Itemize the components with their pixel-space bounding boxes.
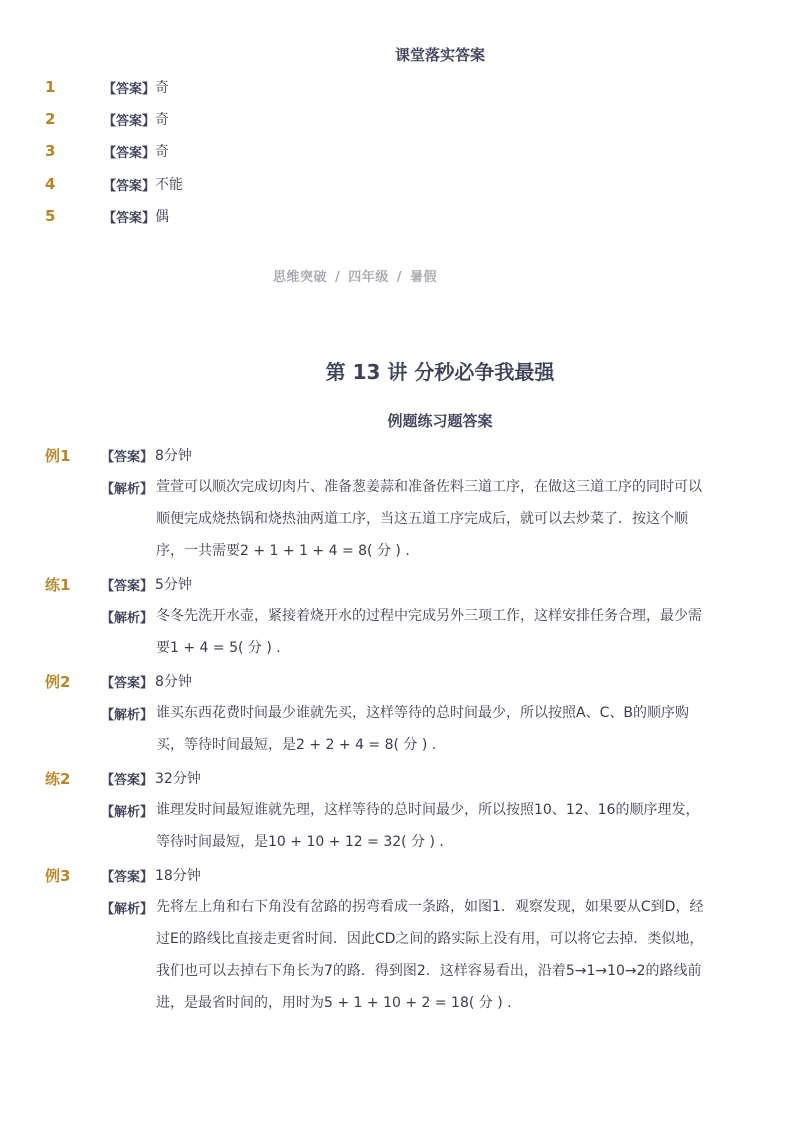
explain-tag: 【解析】	[101, 482, 154, 497]
answer-item	[45, 173, 183, 195]
explain-tag: 【解析】	[101, 902, 154, 917]
explanation	[156, 471, 716, 567]
answer-tag: 【答案】	[101, 449, 154, 465]
question-label: 练1	[45, 576, 71, 594]
question-answer	[101, 865, 201, 885]
answer-value: 奇	[155, 80, 170, 96]
section-title: 例题练习题答案	[387, 412, 493, 430]
answer-tag: 【答案】	[101, 869, 154, 885]
answer-value: 奇	[155, 144, 170, 160]
explanation-line: 我们也可以去掉右下角长为7的路．得到图2．这样容易看出，沿着5→1→10→2的路线前	[156, 963, 702, 979]
footer-separator: /	[396, 270, 402, 285]
lecture-title: 第 13 讲 分秒必争我最强	[325, 360, 555, 384]
question-answer	[101, 445, 192, 465]
question-answer	[101, 768, 201, 788]
answer-tag: 【答案】	[103, 178, 156, 194]
explanation-line: 谁理发时间最短谁就先理，这样等待的总时间最少，所以按照10、12、16的顺序理发，	[156, 802, 700, 818]
question-label: 例2	[45, 673, 71, 691]
answer-item	[45, 108, 169, 130]
explanation	[156, 794, 716, 858]
answer-tag: 【答案】	[101, 772, 154, 788]
explain-tag: 【解析】	[101, 611, 154, 626]
question-label: 练2	[45, 770, 71, 788]
answer-value: 奇	[155, 112, 170, 128]
footer-grade: 四年级	[348, 270, 389, 285]
answer-value: 5分钟	[155, 577, 192, 593]
explanation-line: 萱萱可以顺次完成切肉片、准备葱姜蒜和准备佐料三道工序，在做这三道工序的同时可以	[156, 479, 702, 495]
explain-tag: 【解析】	[101, 805, 154, 820]
answer-number: 4	[45, 175, 56, 193]
answer-item	[45, 205, 169, 227]
answer-number: 5	[45, 207, 56, 225]
answer-number: 3	[45, 142, 56, 160]
answer-number: 2	[45, 110, 56, 128]
explanation-line: 过E的路线比直接走更省时间．因此CD之间的路实际上没有用，可以将它去掉．类似地，	[156, 931, 704, 947]
footer-term: 暑假	[410, 270, 438, 285]
answer-tag: 【答案】	[103, 113, 156, 129]
explanation	[156, 697, 716, 761]
answer-number: 1	[45, 78, 56, 96]
explanation-line: 谁买东西花费时间最少谁就先买，这样等待的总时间最少，所以按照A、C、B的顺序购	[156, 705, 689, 721]
explanation-line: 先将左上角和右下角没有岔路的拐弯看成一条路，如图1．观察发现，如果要从C到D，经	[156, 899, 704, 915]
question-label: 例1	[45, 447, 71, 465]
explanation-line: 序，一共需要2 + 1 + 1 + 4 = 8( 分 ) .	[156, 543, 410, 559]
answer-value: 不能	[155, 177, 184, 193]
explain-tag: 【解析】	[101, 708, 154, 723]
answer-tag: 【答案】	[103, 81, 156, 97]
answers-section-title: 课堂落实答案	[394, 46, 485, 64]
answer-tag: 【答案】	[103, 210, 156, 226]
explanation-line: 进，是最省时间的，用时为5 + 1 + 10 + 2 = 18( 分 ) .	[156, 995, 512, 1011]
answer-value: 偶	[155, 209, 170, 225]
explanation-line: 冬冬先洗开水壶，紧接着烧开水的过程中完成另外三项工作，这样安排任务合理，最少需	[156, 608, 702, 624]
answer-tag: 【答案】	[101, 578, 154, 594]
explanation	[156, 891, 716, 1019]
question-label: 例3	[45, 867, 71, 885]
footer-series: 思维突破	[272, 270, 327, 285]
answer-value: 32分钟	[155, 771, 201, 787]
page-footer	[0, 266, 710, 285]
footer-separator: /	[334, 270, 341, 285]
explanation-line: 买，等待时间最短，是2 + 2 + 4 = 8( 分 ) .	[156, 737, 437, 753]
explanation	[156, 600, 716, 664]
answer-value: 8分钟	[155, 448, 192, 464]
answer-item	[45, 140, 169, 162]
explanation-line: 等待时间最短，是10 + 10 + 12 = 32( 分 ) .	[156, 834, 444, 850]
explanation-line: 要1 + 4 = 5( 分 ) .	[156, 640, 281, 656]
question-answer	[101, 574, 192, 594]
answer-value: 8分钟	[155, 674, 192, 690]
answer-tag: 【答案】	[101, 675, 154, 691]
question-answer	[101, 671, 192, 691]
explanation-line: 顺便完成烧热锅和烧热油两道工序，当这五道工序完成后，就可以去炒菜了．按这个顺	[156, 511, 688, 527]
answer-tag: 【答案】	[103, 145, 156, 161]
answer-item	[45, 76, 169, 98]
answer-value: 18分钟	[155, 868, 201, 884]
